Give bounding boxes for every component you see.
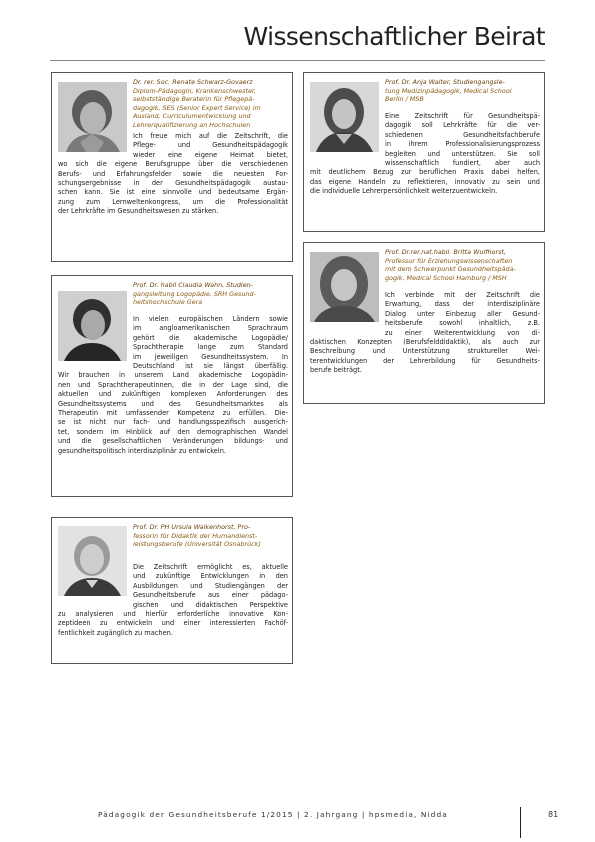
statement-line: Gesundheitsberufe aus einer pädago-	[133, 591, 288, 600]
statement-line: dagogik soll Lehrkräfte für die ver-	[385, 121, 540, 130]
statement-line: Die Zeitschrift ermöglicht es, aktuelle	[133, 563, 288, 571]
statement-line: Ausbildungen und Studiengängen der	[133, 581, 288, 590]
statement-line: mit deutlichem Bezug zur beruflichen Praxis dabei helfen,	[310, 168, 540, 177]
member-name-line: Prof. Dr. PH Ursula Walkenhorst, Pro-	[133, 523, 251, 531]
member-role-line: Lehrerqualifizierung an Hochschulen	[133, 120, 251, 129]
member-role-line: Diplom-Pädagogin, Krankenschwester,	[133, 86, 256, 95]
member-card-wulfhorst	[303, 242, 545, 404]
statement-line: Berufs- und Erfahrungsfelder sowie die neuesten For-	[58, 169, 288, 178]
statement-line: Gesundheitssystems und des Gesundheitsmarktes als	[58, 399, 288, 408]
page-title: Wissenschaftlicher Beirat	[243, 22, 545, 51]
member-role-line: fessorin für Didaktik der Humandienst-	[133, 531, 258, 540]
member-role-line: mit dem Schwerpunkt Gesundheitspäda-	[385, 265, 516, 274]
member-role-line: dagogik, SES (Senior Expert Service) im	[133, 103, 261, 112]
statement-line: heitsberufe sowohl inhaltlich, z.B.	[385, 319, 540, 328]
member-card-walkenhorst	[51, 517, 293, 664]
statement-line: gischen und didaktischen Perspektive	[133, 600, 288, 609]
member-role-line: gogik, Medical School Hamburg / MSH	[385, 273, 507, 282]
statement-line: und die gesellschaftlichen Veränderungen bildungs- und	[58, 437, 288, 446]
page-number: 81	[548, 810, 559, 819]
statement-line: zung zum Lernweltenkongress, um die Professionalität	[58, 197, 288, 206]
statement-line: im jeweiligen Gesundheitssystem. In	[133, 352, 288, 361]
statement-line: die individuelle Lehrerpersönlichkeit weiterzuentwickeln.	[310, 187, 498, 196]
statement-line: Ich freue mich auf die Zeitschrift, die	[133, 132, 288, 140]
statement-line: Ich verbinde mit der Zeitschrift die	[385, 291, 540, 299]
statement-line: zu analysieren und hierfür erforderliche innovative Kon-	[58, 610, 288, 619]
statement-line: aktuellen und zukünftigen komplexen Anforderungen des	[58, 390, 288, 399]
statement-line: Eine Zeitschrift für Gesundheitspä-	[385, 112, 540, 120]
statement-line: schungsergebnisse in der Gesundheitspädagogik austau-	[58, 179, 288, 188]
statement-line: daktischen Konzepten (Berufsfelddidaktik), als auch zur	[310, 338, 540, 347]
statement-line: Beschreibung und Unterstützung struktureller Wei-	[310, 347, 540, 356]
statement-line: berufe beiträgt.	[310, 366, 362, 375]
member-role-line: tung Medizinpädagogik, Medical School	[385, 86, 512, 95]
statement-line: nen und Sprachtherapeutinnen, die in der Lage sind, die	[58, 380, 288, 389]
statement-line: tet, sondern im Hinblick auf den demographischen Wandel	[58, 427, 288, 436]
page-footer: Pädagogik der Gesundheitsberufe 1/2015 | 2. Jahrgang | hpsmedia, Nidda	[98, 810, 448, 819]
statement-line: Deutschland ist sie längst überfällig.	[133, 362, 288, 371]
statement-line: Dialog unter Einbezug aller Gesund-	[385, 309, 540, 318]
member-role-line: Berlin / MSB	[385, 95, 424, 104]
statement-line: der Lehrkräfte im Gesundheitswesen zu stärken.	[58, 207, 219, 216]
member-role-line: Professur für Erziehungswissenschaften	[385, 256, 513, 265]
statement-line: und zukünftige Entwicklungen in den	[133, 572, 288, 581]
member-card-walter	[303, 72, 545, 232]
statement-line: fentlichkeit zugänglich zu machen.	[58, 628, 173, 637]
statement-line: zeptideen zu entwickeln und einer interessierten Fachöf-	[58, 619, 288, 628]
statement-line: Pflege- und Gesundheitspädagogik	[133, 141, 288, 150]
statement-line: schiedenen Gesundheitsfachberufe	[385, 130, 540, 139]
statement-line: im angloamerikanischen Sprachraum	[133, 324, 288, 333]
member-card-wahn	[51, 275, 293, 497]
statement-line: gesundheitspolitisch interdisziplinär zu entwickeln.	[58, 446, 226, 455]
statement-line: wieder eine eigene Heimat bietet,	[133, 150, 288, 159]
statement-line: in ihrem Professionalisierungsprozess	[385, 140, 540, 149]
title-divider	[50, 60, 545, 61]
statement-line: das eigene Handeln zu reflektieren, innovativ zu sein und	[310, 177, 540, 186]
statement-line: Erwartung, dass der interdisziplinäre	[385, 300, 540, 309]
statement-line: terentwicklungen der Lehrerbildung für Gesundheits-	[310, 356, 540, 365]
statement-line: wo sich die eigene Berufsgruppe über die verschiedenen	[58, 160, 288, 169]
member-role-line: selbstständige Beraterin für Pflegepä-	[133, 95, 255, 104]
member-name-line: Prof. Dr.rer.nat.habil. Britta Wulfhorst,	[385, 248, 506, 256]
statement-line: wissenschaftlich fundiert, aber auch	[385, 159, 540, 168]
member-role-line: leistungsberufe (Universität Osnabrück)	[133, 540, 261, 549]
member-role-line: gangsleitung Logopädie, SRH Gesund-	[133, 289, 256, 298]
member-card-schwarz-govaerz	[51, 72, 293, 262]
statement-line: zu einer Weiterentwicklung von di-	[385, 328, 540, 337]
statement-line: Wir brauchen in unserem Land akademische Logopädin-	[58, 371, 288, 380]
footer-divider	[520, 807, 521, 838]
statement-line: Sprachtherapie lange zum Standard	[133, 343, 288, 352]
member-role-line: heitshochschule Gera	[133, 298, 203, 307]
member-name-line: Prof. Dr. Anja Walter, Studiengangsle-	[385, 78, 505, 86]
statement-line: begleiten und unterstützen. Sie soll	[385, 149, 540, 158]
member-role-line: Ausland, Curriculumentwicklung und	[133, 112, 251, 121]
statement-line: In vielen europäischen Ländern sowie	[133, 315, 288, 323]
statement-line: Therapeutin mit umfassender Kompetenz zu erfüllen. Die-	[58, 409, 288, 418]
member-name-line: Dr. rer. Soc. Renate Schwarz-Govaerz	[133, 78, 253, 86]
member-name-line: Prof. Dr. habil Claudia Wahn, Studien-	[133, 281, 253, 289]
statement-line: se ist nicht nur fach- und handlungsspezifisch ausgerich-	[58, 418, 288, 427]
statement-line: gehört die akademische Logopädie/	[133, 333, 288, 342]
statement-line: schen kann. Sie ist eine sinnvolle und bedeutsame Ergän-	[58, 188, 288, 197]
